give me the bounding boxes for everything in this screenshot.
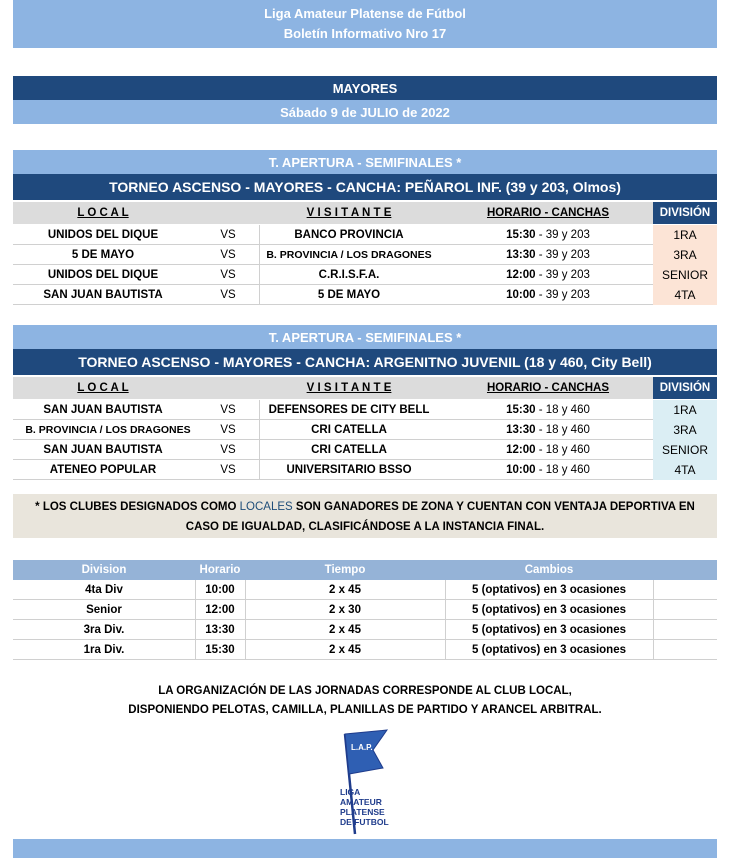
table-row <box>13 265 717 285</box>
match-time: 12:00 - 18 y 460 <box>506 444 590 456</box>
division-badge: 1RA <box>653 400 717 420</box>
col-local: L O C A L <box>77 382 129 394</box>
svg-text:L.A.P.: L.A.P. <box>351 743 373 752</box>
bulletin-header <box>13 0 717 48</box>
tournament-stage: T. APERTURA - SEMIFINALES * <box>13 150 717 174</box>
visiting-team: BANCO PROVINCIA <box>294 229 404 241</box>
match-time: 10:00 - 18 y 460 <box>506 464 590 476</box>
local-team: UNIDOS DEL DIQUE <box>47 269 159 281</box>
match-time: 12:00 - 39 y 203 <box>506 269 590 281</box>
vs-label: VS <box>220 269 236 281</box>
table-row: 3ra Div. 13:30 2 x 45 5 (optativos) en 3 ocasiones <box>13 620 717 640</box>
division-badge: 1RA <box>653 225 717 245</box>
local-team: SAN JUAN BAUTISTA <box>43 444 163 456</box>
match-time: 15:30 - 18 y 460 <box>506 404 590 416</box>
vs-label: VS <box>220 289 236 301</box>
table-row <box>13 440 717 460</box>
col-visitante: V I S I T A N T E <box>306 207 392 219</box>
division-badge: 3RA <box>653 420 717 440</box>
division-badge: 3RA <box>653 245 717 265</box>
visiting-team: C.R.I.S.F.A. <box>318 269 380 281</box>
match-time: 13:30 - 39 y 203 <box>506 249 590 261</box>
local-team: SAN JUAN BAUTISTA <box>43 289 163 301</box>
local-team: 5 DE MAYO <box>71 249 135 261</box>
division-badge: 4TA <box>653 460 717 480</box>
tournament-stage: T. APERTURA - SEMIFINALES * <box>13 325 717 349</box>
col-visitante: V I S I T A N T E <box>306 382 392 394</box>
local-team: SAN JUAN BAUTISTA <box>43 404 163 416</box>
division-badge: SENIOR <box>653 265 717 285</box>
table-row <box>13 285 717 305</box>
league-logo-text: LIGA AMATEUR PLATENSE DE FUTBOL <box>340 787 389 827</box>
match-table-header <box>13 377 717 399</box>
visiting-team: CRI CATELLA <box>311 444 387 456</box>
visiting-team: 5 DE MAYO <box>317 289 381 301</box>
category-title: MAYORES <box>13 76 717 100</box>
division-badge: SENIOR <box>653 440 717 460</box>
vs-label: VS <box>220 464 236 476</box>
table-row: 1ra Div. 15:30 2 x 45 5 (optativos) en 3 ocasiones <box>13 640 717 660</box>
match-time: 13:30 - 18 y 460 <box>506 424 590 436</box>
match-table-header <box>13 202 717 224</box>
league-name: Liga Amateur Platense de Fútbol <box>264 6 466 21</box>
organization-note: LA ORGANIZACIÓN DE LAS JORNADAS CORRESPONDE AL CLUB LOCAL, DISPONIENDO PELOTAS, CAMILLA, PLANILLAS DE PARTIDO Y ARANCEL ARBITRAL. <box>128 685 602 716</box>
vs-label: VS <box>220 404 236 416</box>
local-advantage-note: * LOS CLUBES DESIGNADOS COMO LOCALES SON GANADORES DE ZONA Y CUENTAN CON VENTAJA DEPORTIVA EN CASO DE IGUALDAD, CLASIFICÁNDOSE A LA INSTANCIA FINAL. <box>13 494 717 538</box>
match-date: Sábado 9 de JULIO de 2022 <box>13 100 717 124</box>
table-row: Senior 12:00 2 x 30 5 (optativos) en 3 ocasiones <box>13 600 717 620</box>
vs-label: VS <box>220 229 236 241</box>
table-row <box>13 420 717 440</box>
local-team: UNIDOS DEL DIQUE <box>47 229 159 241</box>
col-division: DIVISIÓN <box>653 202 717 224</box>
match-time: 15:30 - 39 y 203 <box>506 229 590 241</box>
col-horario: HORARIO - CANCHAS <box>486 382 610 394</box>
visiting-team: UNIVERSITARIO BSSO <box>286 464 412 476</box>
table-row: 4ta Div 10:00 2 x 45 5 (optativos) en 3 ocasiones <box>13 580 717 600</box>
vs-label: VS <box>220 444 236 456</box>
table-row <box>13 225 717 245</box>
local-team: ATENEO POPULAR <box>49 464 157 476</box>
bulletin-number: Boletín Informativo Nro 17 <box>283 26 447 41</box>
visiting-team: DEFENSORES DE CITY BELL <box>268 404 430 416</box>
visiting-team: CRI CATELLA <box>311 424 387 436</box>
vs-label: VS <box>220 424 236 436</box>
table-row <box>13 400 717 420</box>
tournament-title: TORNEO ASCENSO - MAYORES - CANCHA: PEÑAROL INF. (39 y 203, Olmos) <box>13 174 717 200</box>
local-team: B. PROVINCIA / LOS DRAGONES <box>25 424 191 436</box>
table-row <box>13 245 717 265</box>
vs-label: VS <box>220 249 236 261</box>
table-row <box>13 460 717 480</box>
rules-table-header: Division Horario Tiempo Cambios <box>13 560 717 580</box>
tournament-title: TORNEO ASCENSO - MAYORES - CANCHA: ARGENITNO JUVENIL (18 y 460, City Bell) <box>13 349 717 375</box>
col-division: DIVISIÓN <box>653 377 717 399</box>
match-time: 10:00 - 39 y 203 <box>506 289 590 301</box>
bottom-bar <box>13 839 717 858</box>
col-local: L O C A L <box>77 207 129 219</box>
visiting-team: B. PROVINCIA / LOS DRAGONES <box>266 249 432 261</box>
division-badge: 4TA <box>653 285 717 305</box>
col-horario: HORARIO - CANCHAS <box>486 207 610 219</box>
